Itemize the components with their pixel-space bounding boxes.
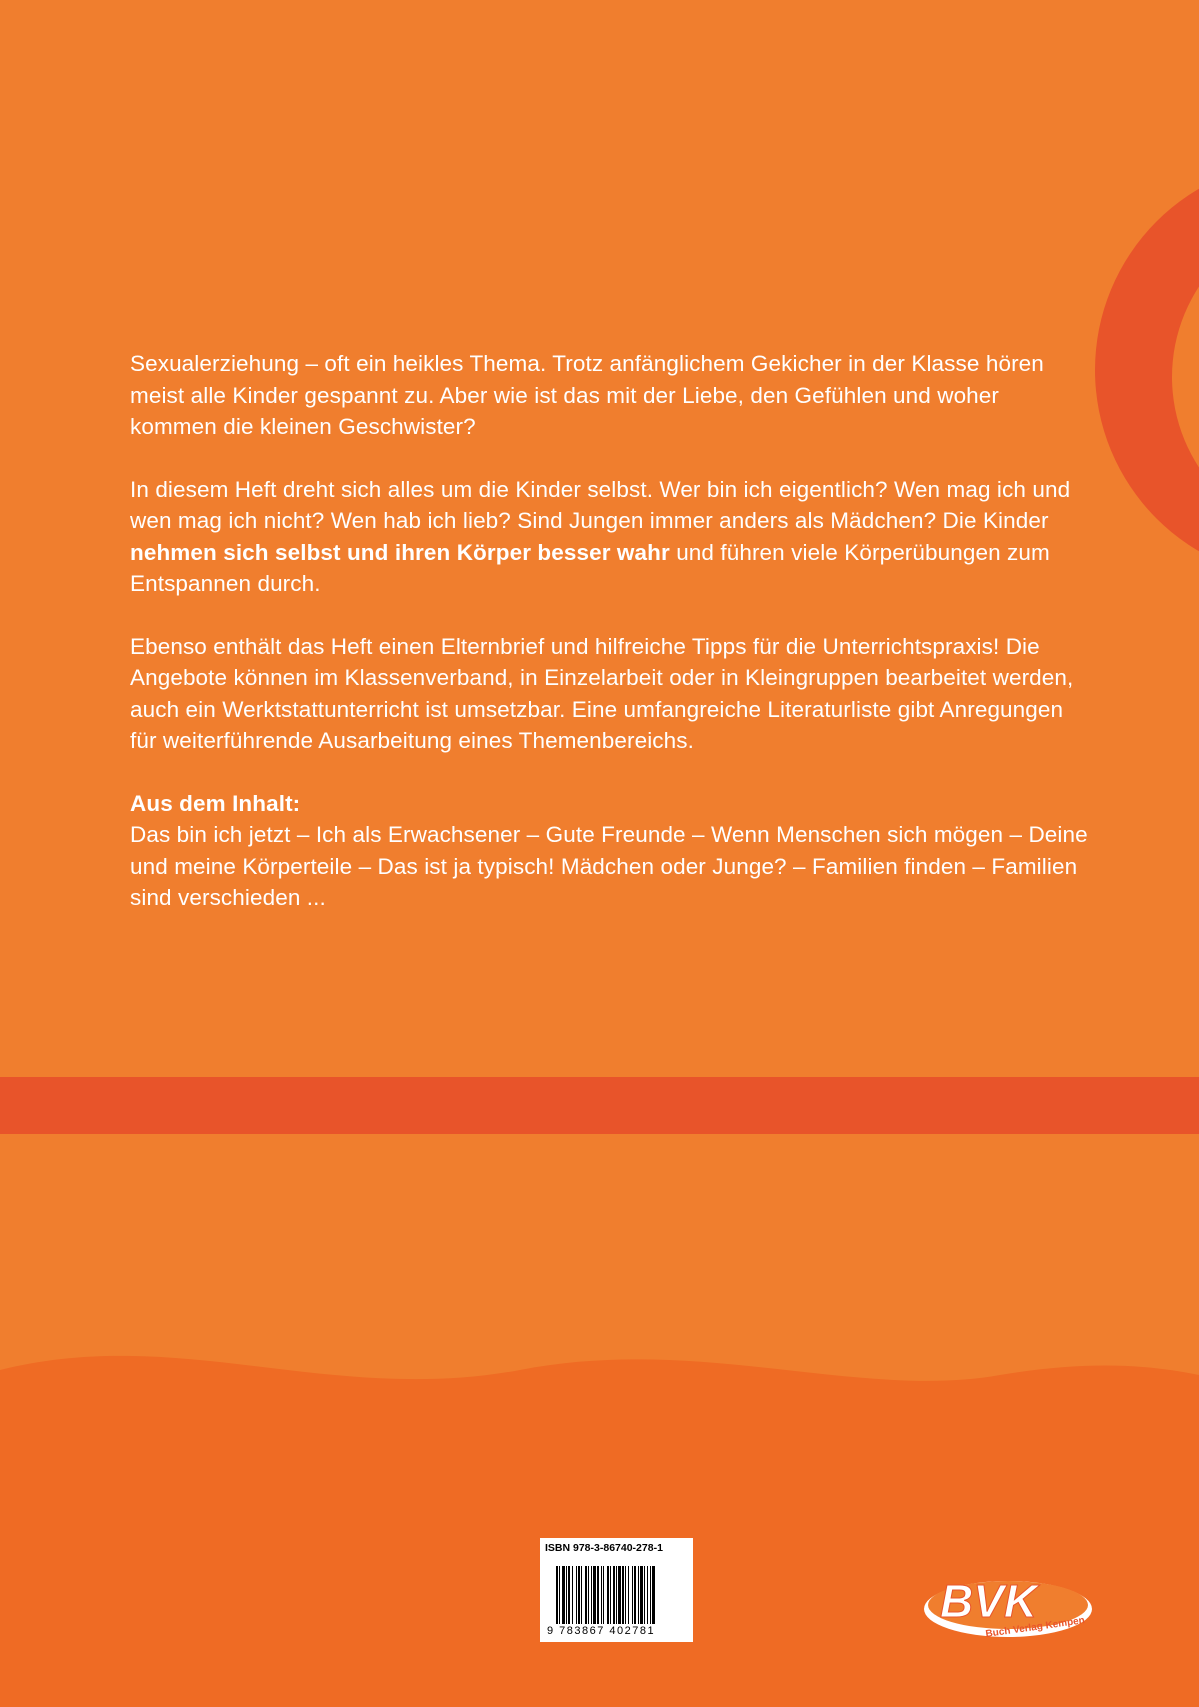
contents-text: Das bin ich jetzt – Ich als Erwachsener – Gute Freunde – Wenn Menschen sich mögen – Deine und meine Körperteile – Das ist ja typisch! Mädchen oder Junge? – Familien finden – Familien sind verschieden ... (130, 822, 1088, 910)
bottom-wave (0, 1330, 1199, 1707)
intro-paragraph-3: Ebenso enthält das Heft einen Elternbrief und hilfreiche Tipps für die Unterrichtspraxis! Die Angebote können im Klassenverband, in Einzelarbeit oder in Kleingruppen bearbeitet werden, auch ein Werktstattunterricht ist umsetzbar. Eine umfangreiche Literaturliste gibt Anregungen für weiterführende Ausarbeitung eines Themenbereichs. (130, 633, 1074, 753)
intro-paragraph-2 (130, 474, 1090, 600)
logo-mark: BVK (940, 1575, 1038, 1627)
isbn-number: ISBN 978-3-86740-278-1 (545, 1542, 663, 1554)
intro-paragraph-1: Sexualerziehung – oft ein heikles Thema. Trotz anfänglichem Gekicher in der Klasse hören meist alle Kinder gespannt zu. Aber wie ist das mit der Liebe, den Gefühlen und woher kommen die kleinen Geschwister? (130, 351, 1044, 439)
publisher-logo (920, 1565, 1100, 1645)
barcode-digits: 9 783867 402781 (547, 1625, 656, 1637)
intro-paragraph-2-bold: nehmen sich selbst und ihren Körper besser wahr (130, 539, 670, 565)
barcode-icon (556, 1566, 680, 1624)
intro-paragraph-2-start: In diesem Heft dreht sich alles um die Kinder selbst. Wer bin ich eigentlich? Wen mag ich und wen mag ich nicht? Wen hab ich lieb? Sind Jungen immer anders als Mädchen? Die Kinder (130, 476, 1071, 533)
contents-heading: Aus dem Inhalt: (130, 790, 301, 816)
logo-subtitle: Buch Verlag Kempen (984, 1615, 1086, 1640)
intro-paragraph-2-end: und führen viele Körperübungen zum Entspannen durch. (130, 539, 1050, 596)
accent-stripe (0, 1077, 1199, 1134)
description-text (130, 348, 1090, 945)
